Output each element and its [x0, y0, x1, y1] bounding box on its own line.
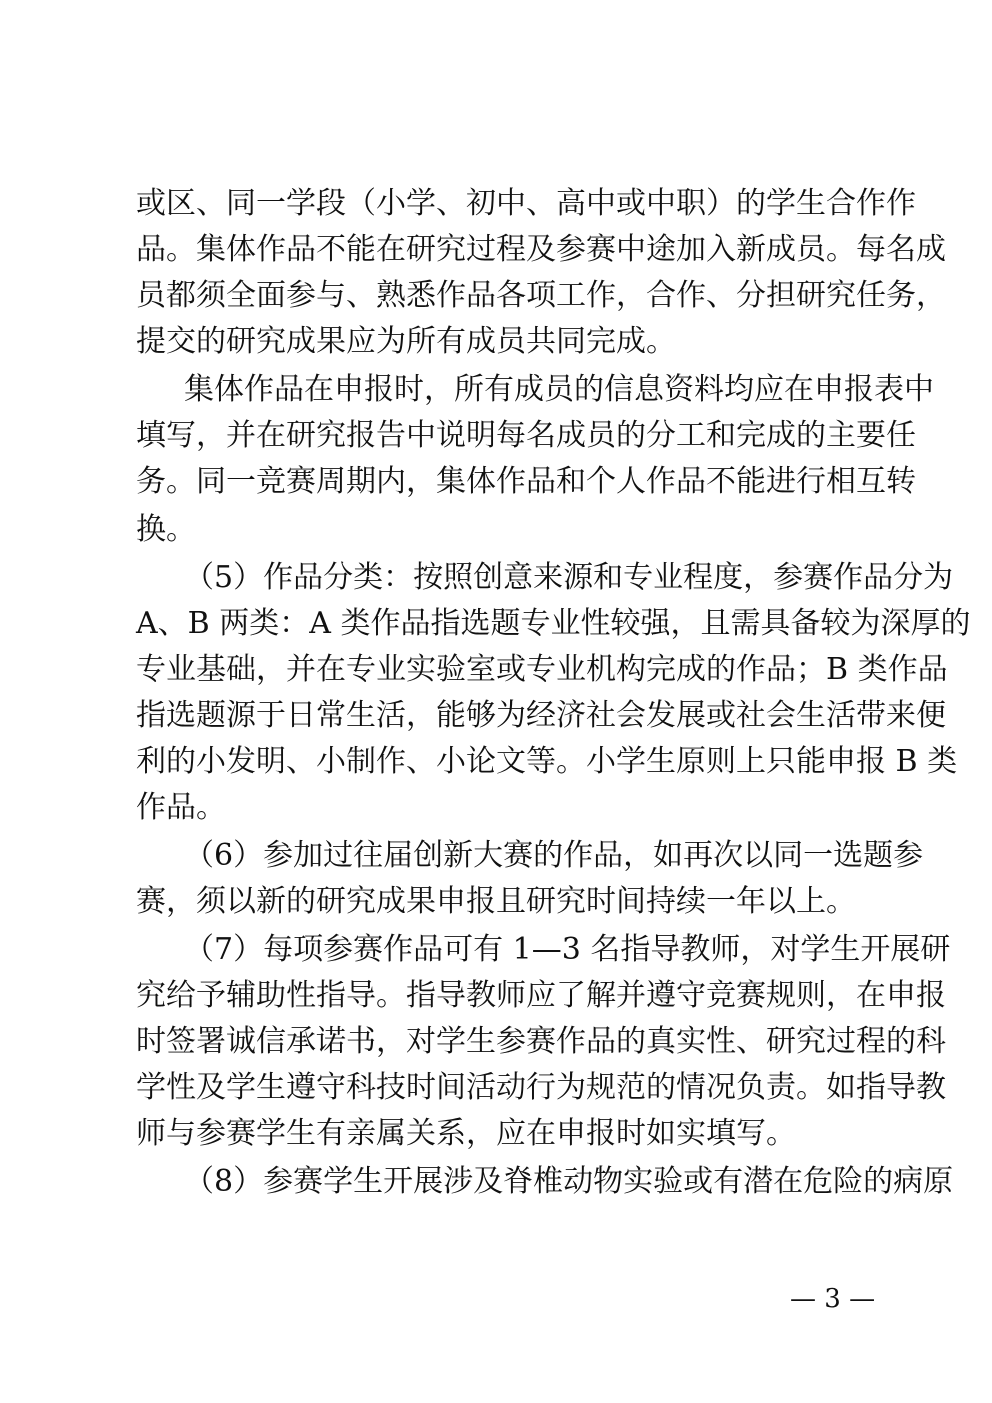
paragraph-6-line-1: （8）参赛学生开展涉及脊椎动物实验或有潜在危险的病原 [184, 1164, 954, 1199]
paragraph-5-line-4: 学性及学生遵守科技时间活动行为规范的情况负责。如指导教 [136, 1070, 946, 1105]
page-number: — 3 — [790, 1284, 876, 1314]
paragraph-5-line-1: （7）每项参赛作品可有 1—3 名指导教师，对学生开展研 [184, 932, 951, 967]
paragraph-3-line-2: A、B 两类：A 类作品指选题专业性较强，且需具备较为深厚的 [136, 606, 971, 641]
paragraph-1-line-1: 或区、同一学段（小学、初中、高中或中职）的学生合作作 [136, 186, 916, 221]
paragraph-5-line-3: 时签署诚信承诺书，对学生参赛作品的真实性、研究过程的科 [136, 1024, 946, 1059]
paragraph-2-line-4: 换。 [136, 512, 196, 547]
paragraph-3-line-4: 指选题源于日常生活，能够为经济社会发展或社会生活带来便 [136, 698, 946, 733]
paragraph-3-line-6: 作品。 [136, 790, 226, 825]
paragraph-3-line-3: 专业基础，并在专业实验室或专业机构完成的作品；B 类作品 [136, 652, 948, 687]
paragraph-3-line-5: 利的小发明、小制作、小论文等。小学生原则上只能申报 B 类 [136, 744, 958, 779]
paragraph-5-line-5: 师与参赛学生有亲属关系，应在申报时如实填写。 [136, 1116, 796, 1151]
paragraph-3-line-1: （5）作品分类：按照创意来源和专业程度，参赛作品分为 [184, 560, 954, 595]
paragraph-5-line-2: 究给予辅助性指导。指导教师应了解并遵守竞赛规则，在申报 [136, 978, 946, 1013]
paragraph-4-line-1: （6）参加过往届创新大赛的作品，如再次以同一选题参 [184, 838, 924, 873]
paragraph-2-line-2: 填写，并在研究报告中说明每名成员的分工和完成的主要任 [136, 418, 916, 453]
paragraph-1-line-4: 提交的研究成果应为所有成员共同完成。 [136, 324, 676, 359]
paragraph-2-line-1: 集体作品在申报时，所有成员的信息资料均应在申报表中 [184, 372, 934, 407]
paragraph-2-line-3: 务。同一竞赛周期内，集体作品和个人作品不能进行相互转 [136, 464, 916, 499]
paragraph-1-line-2: 品。集体作品不能在研究过程及参赛中途加入新成员。每名成 [136, 232, 946, 267]
paragraph-1-line-3: 员都须全面参与、熟悉作品各项工作，合作、分担研究任务， [136, 278, 946, 313]
paragraph-4-line-2: 赛，须以新的研究成果申报且研究时间持续一年以上。 [136, 884, 856, 919]
